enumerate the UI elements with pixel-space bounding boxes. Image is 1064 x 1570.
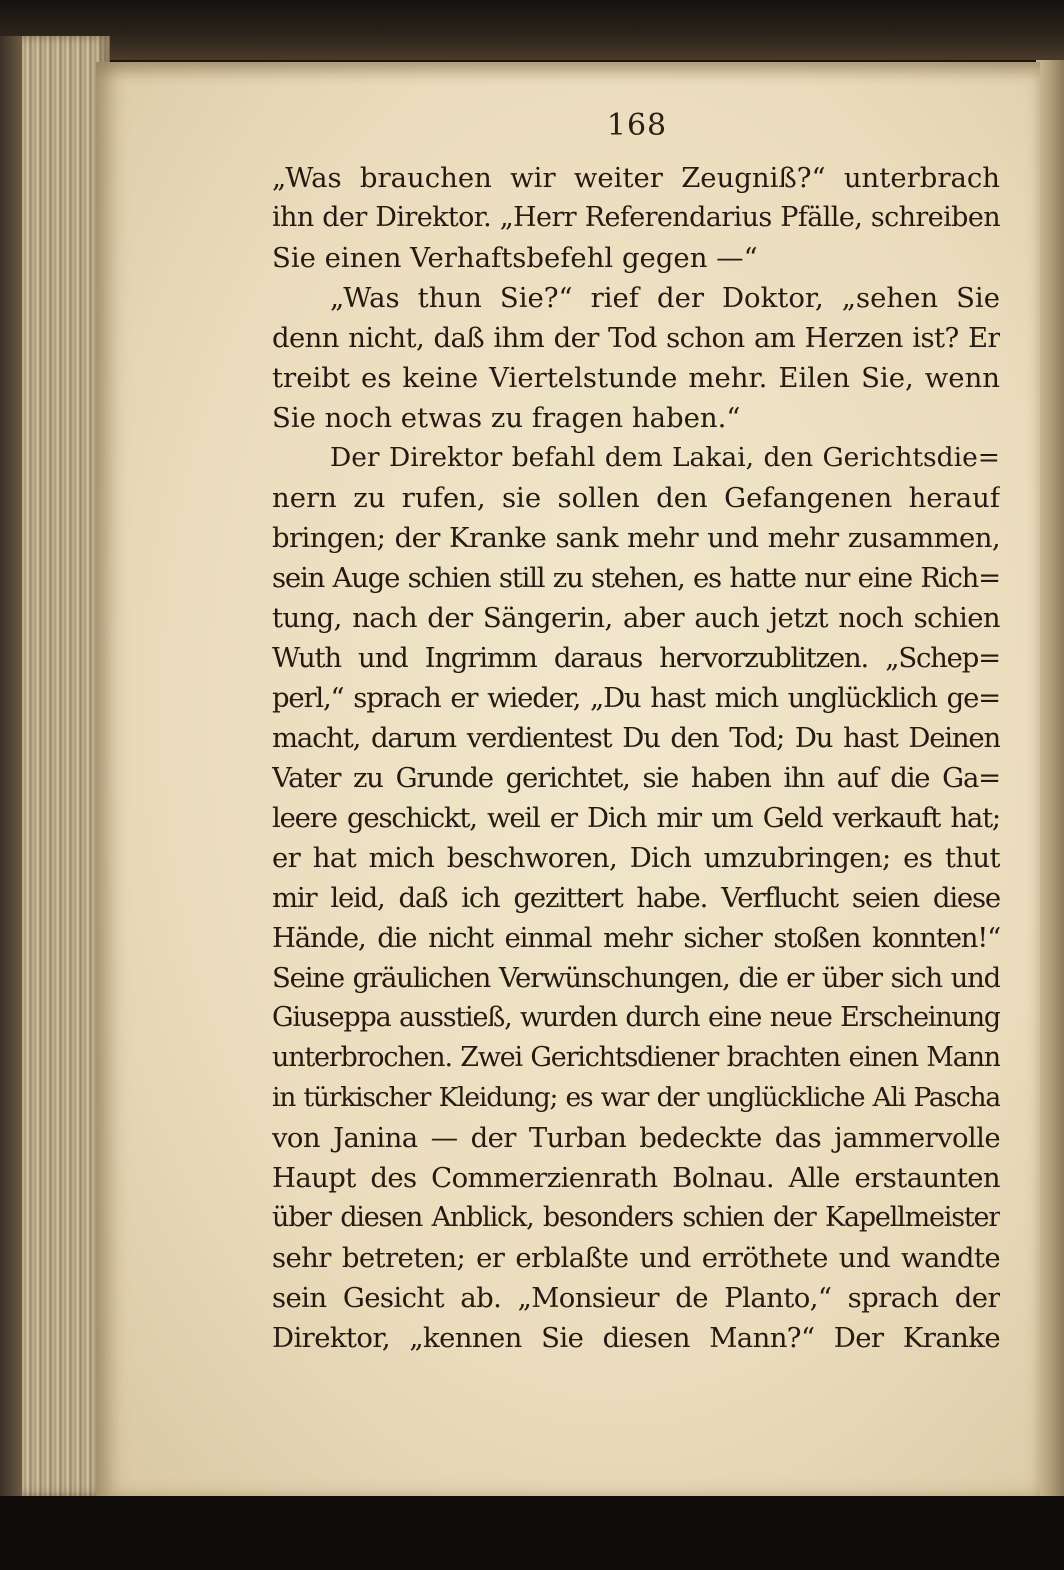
page-right-edge (1036, 60, 1064, 1500)
text-line: Der Direktor befahl dem Lakai, den Gerichtsdie= (330, 442, 1000, 473)
book-spine-edge (0, 36, 22, 1496)
text-line: über diesen Anblick, besonders schien der Kapellmeister (272, 1202, 1000, 1233)
text-line: Seine gräulichen Verwünschungen, die er über sich und (272, 962, 1000, 994)
text-line: sehr betreten; er erblaßte und erröthete und wandte (272, 1242, 1000, 1274)
text-line: nern zu rufen, sie sollen den Gefangenen herauf (272, 482, 1000, 514)
text-line: sein Auge schien still zu stehen, es hatte nur eine Rich= (272, 562, 1000, 594)
text-line: Haupt des Commerzienrath Bolnau. Alle erstaunten (272, 1162, 1000, 1194)
text-line: treibt es keine Viertelstunde mehr. Eilen Sie, wenn (272, 362, 1000, 394)
text-line: Hände, die nicht einmal mehr sicher stoßen konnten!“ (272, 922, 1000, 954)
text-line: von Janina — der Turban bedeckte das jammervolle (272, 1122, 1000, 1154)
text-line: leere geschickt, weil er Dich mir um Geld verkauft hat; (272, 802, 1000, 834)
text-line: Giuseppa ausstieß, wurden durch eine neue Erscheinung (272, 1002, 1000, 1033)
text-line: tung, nach der Sängerin, aber auch jetzt noch schien (272, 602, 1000, 634)
text-line: er hat mich beschworen, Dich umzubringen; es thut (272, 842, 1000, 874)
text-line: ihn der Direktor. „Herr Referendarius Pfälle, schreiben (272, 202, 1000, 233)
text-line: perl,“ sprach er wieder, „Du hast mich unglücklich ge= (272, 682, 1000, 714)
text-line: Vater zu Grunde gerichtet, sie haben ihn auf die Ga= (272, 762, 1000, 794)
text-line: macht, darum verdientest Du den Tod; Du hast Deinen (272, 722, 1000, 754)
text-line: unterbrochen. Zwei Gerichtsdiener brachten einen Mann (272, 1042, 1000, 1073)
body-text (272, 158, 1000, 1358)
text-line: in türkischer Kleidung; es war der unglückliche Ali Pascha (272, 1082, 1000, 1113)
text-line: Sie noch etwas zu fragen haben.“ (272, 402, 741, 434)
scanner-bottom-band (0, 1496, 1064, 1570)
text-line: mir leid, daß ich gezittert habe. Verflucht seien diese (272, 882, 1000, 914)
scanner-top-band (0, 0, 1064, 60)
text-line: bringen; der Kranke sank mehr und mehr zusammen, (272, 522, 1000, 554)
text-line: Sie einen Verhaftsbefehl gegen —“ (272, 242, 758, 274)
text-line: denn nicht, daß ihm der Tod schon am Herzen ist? Er (272, 322, 1000, 354)
page-number: 168 (606, 108, 668, 143)
text-line: Wuth und Ingrimm daraus hervorzublitzen. „Schep= (272, 642, 1000, 674)
text-line: „Was brauchen wir weiter Zeugniß?“ unterbrach (272, 162, 1000, 194)
text-line: sein Gesicht ab. „Monsieur de Planto,“ sprach der (272, 1282, 1000, 1314)
text-line: „Was thun Sie?“ rief der Doktor, „sehen Sie (330, 282, 1000, 314)
text-line: Direktor, „kennen Sie diesen Mann?“ Der Kranke (272, 1322, 1000, 1354)
